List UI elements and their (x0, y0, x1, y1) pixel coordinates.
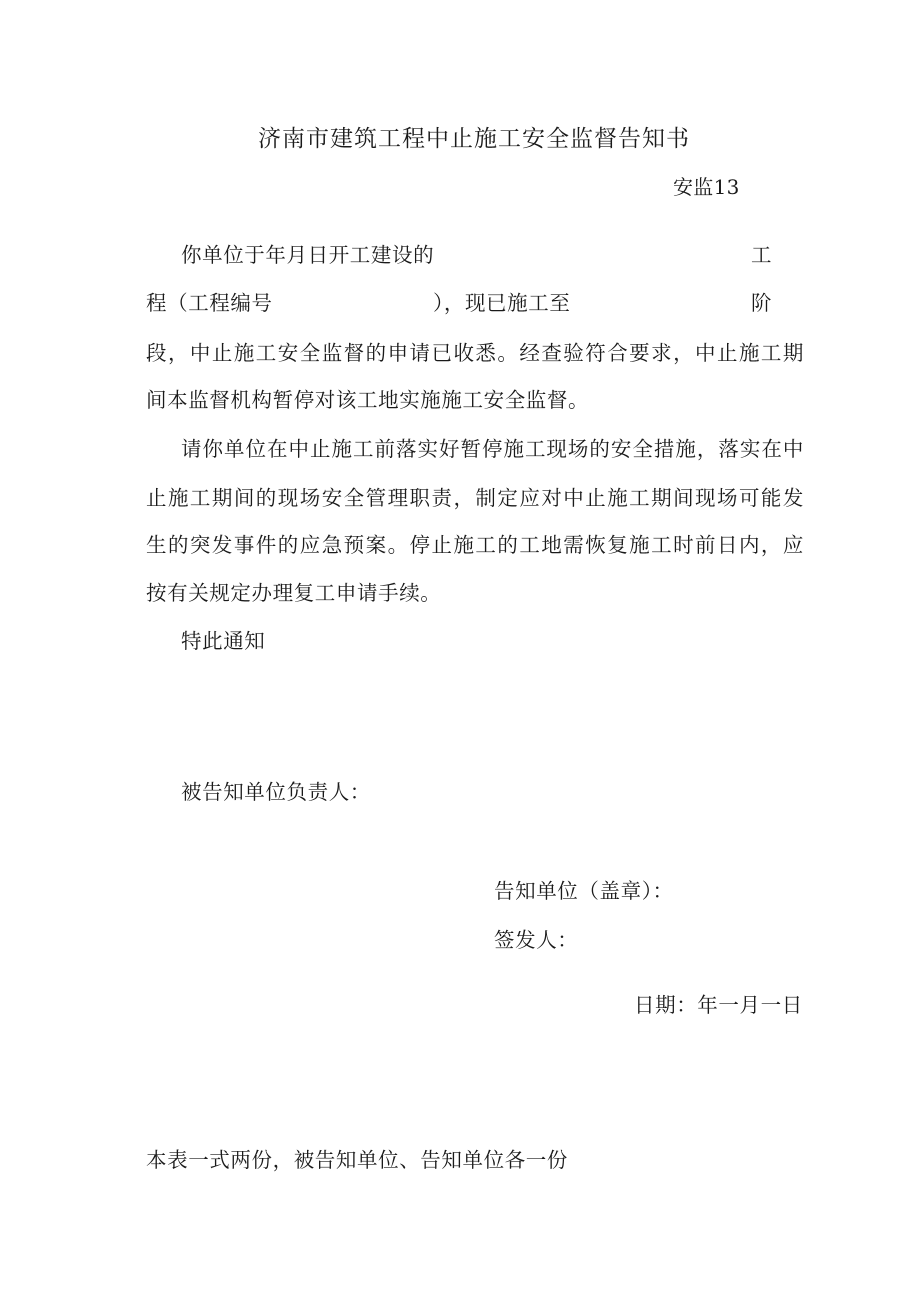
para1-line2-right: 阶 (751, 291, 773, 315)
notice-closing: 特此通知 (181, 629, 266, 653)
issuer-label: 告知单位（盖章）： (494, 879, 674, 903)
date-label: 日期：年一月一日 (634, 993, 803, 1017)
signer-label: 签发人： (494, 928, 579, 952)
para1-line4: 间本监督机构暂停对该工地实施施工安全监督。 (146, 388, 590, 412)
recipient-label: 被告知单位负责人： (181, 780, 371, 804)
para2-line2: 止施工期间的现场安全管理职责，制定应对中止施工期间现场可能发 (146, 486, 804, 510)
para2-line4: 按有关规定办理复工申请手续。 (146, 581, 442, 605)
footer-note: 本表一式两份，被告知单位、告知单位各一份 (146, 1148, 568, 1172)
para1-line1-right: 工 (751, 243, 773, 267)
para2-line1: 请你单位在中止施工前落实好暂停施工现场的安全措施，落实在中 (181, 437, 804, 461)
para2-line3: 生的突发事件的应急预案。停止施工的工地需恢复施工时前日内，应 (146, 533, 804, 557)
para1-line1-left: 你单位于年月日开工建设的 (181, 243, 435, 267)
para1-line2-mid: ），现已施工至 (433, 291, 571, 315)
para1-line2-left: 程（工程编号 (146, 291, 273, 315)
para1-line3: 段，中止施工安全监督的申请已收悉。经查验符合要求，中止施工期 (146, 341, 804, 365)
document-title: 济南市建筑工程中止施工安全监督告知书 (258, 126, 690, 152)
document-number: 安监13 (673, 175, 740, 199)
